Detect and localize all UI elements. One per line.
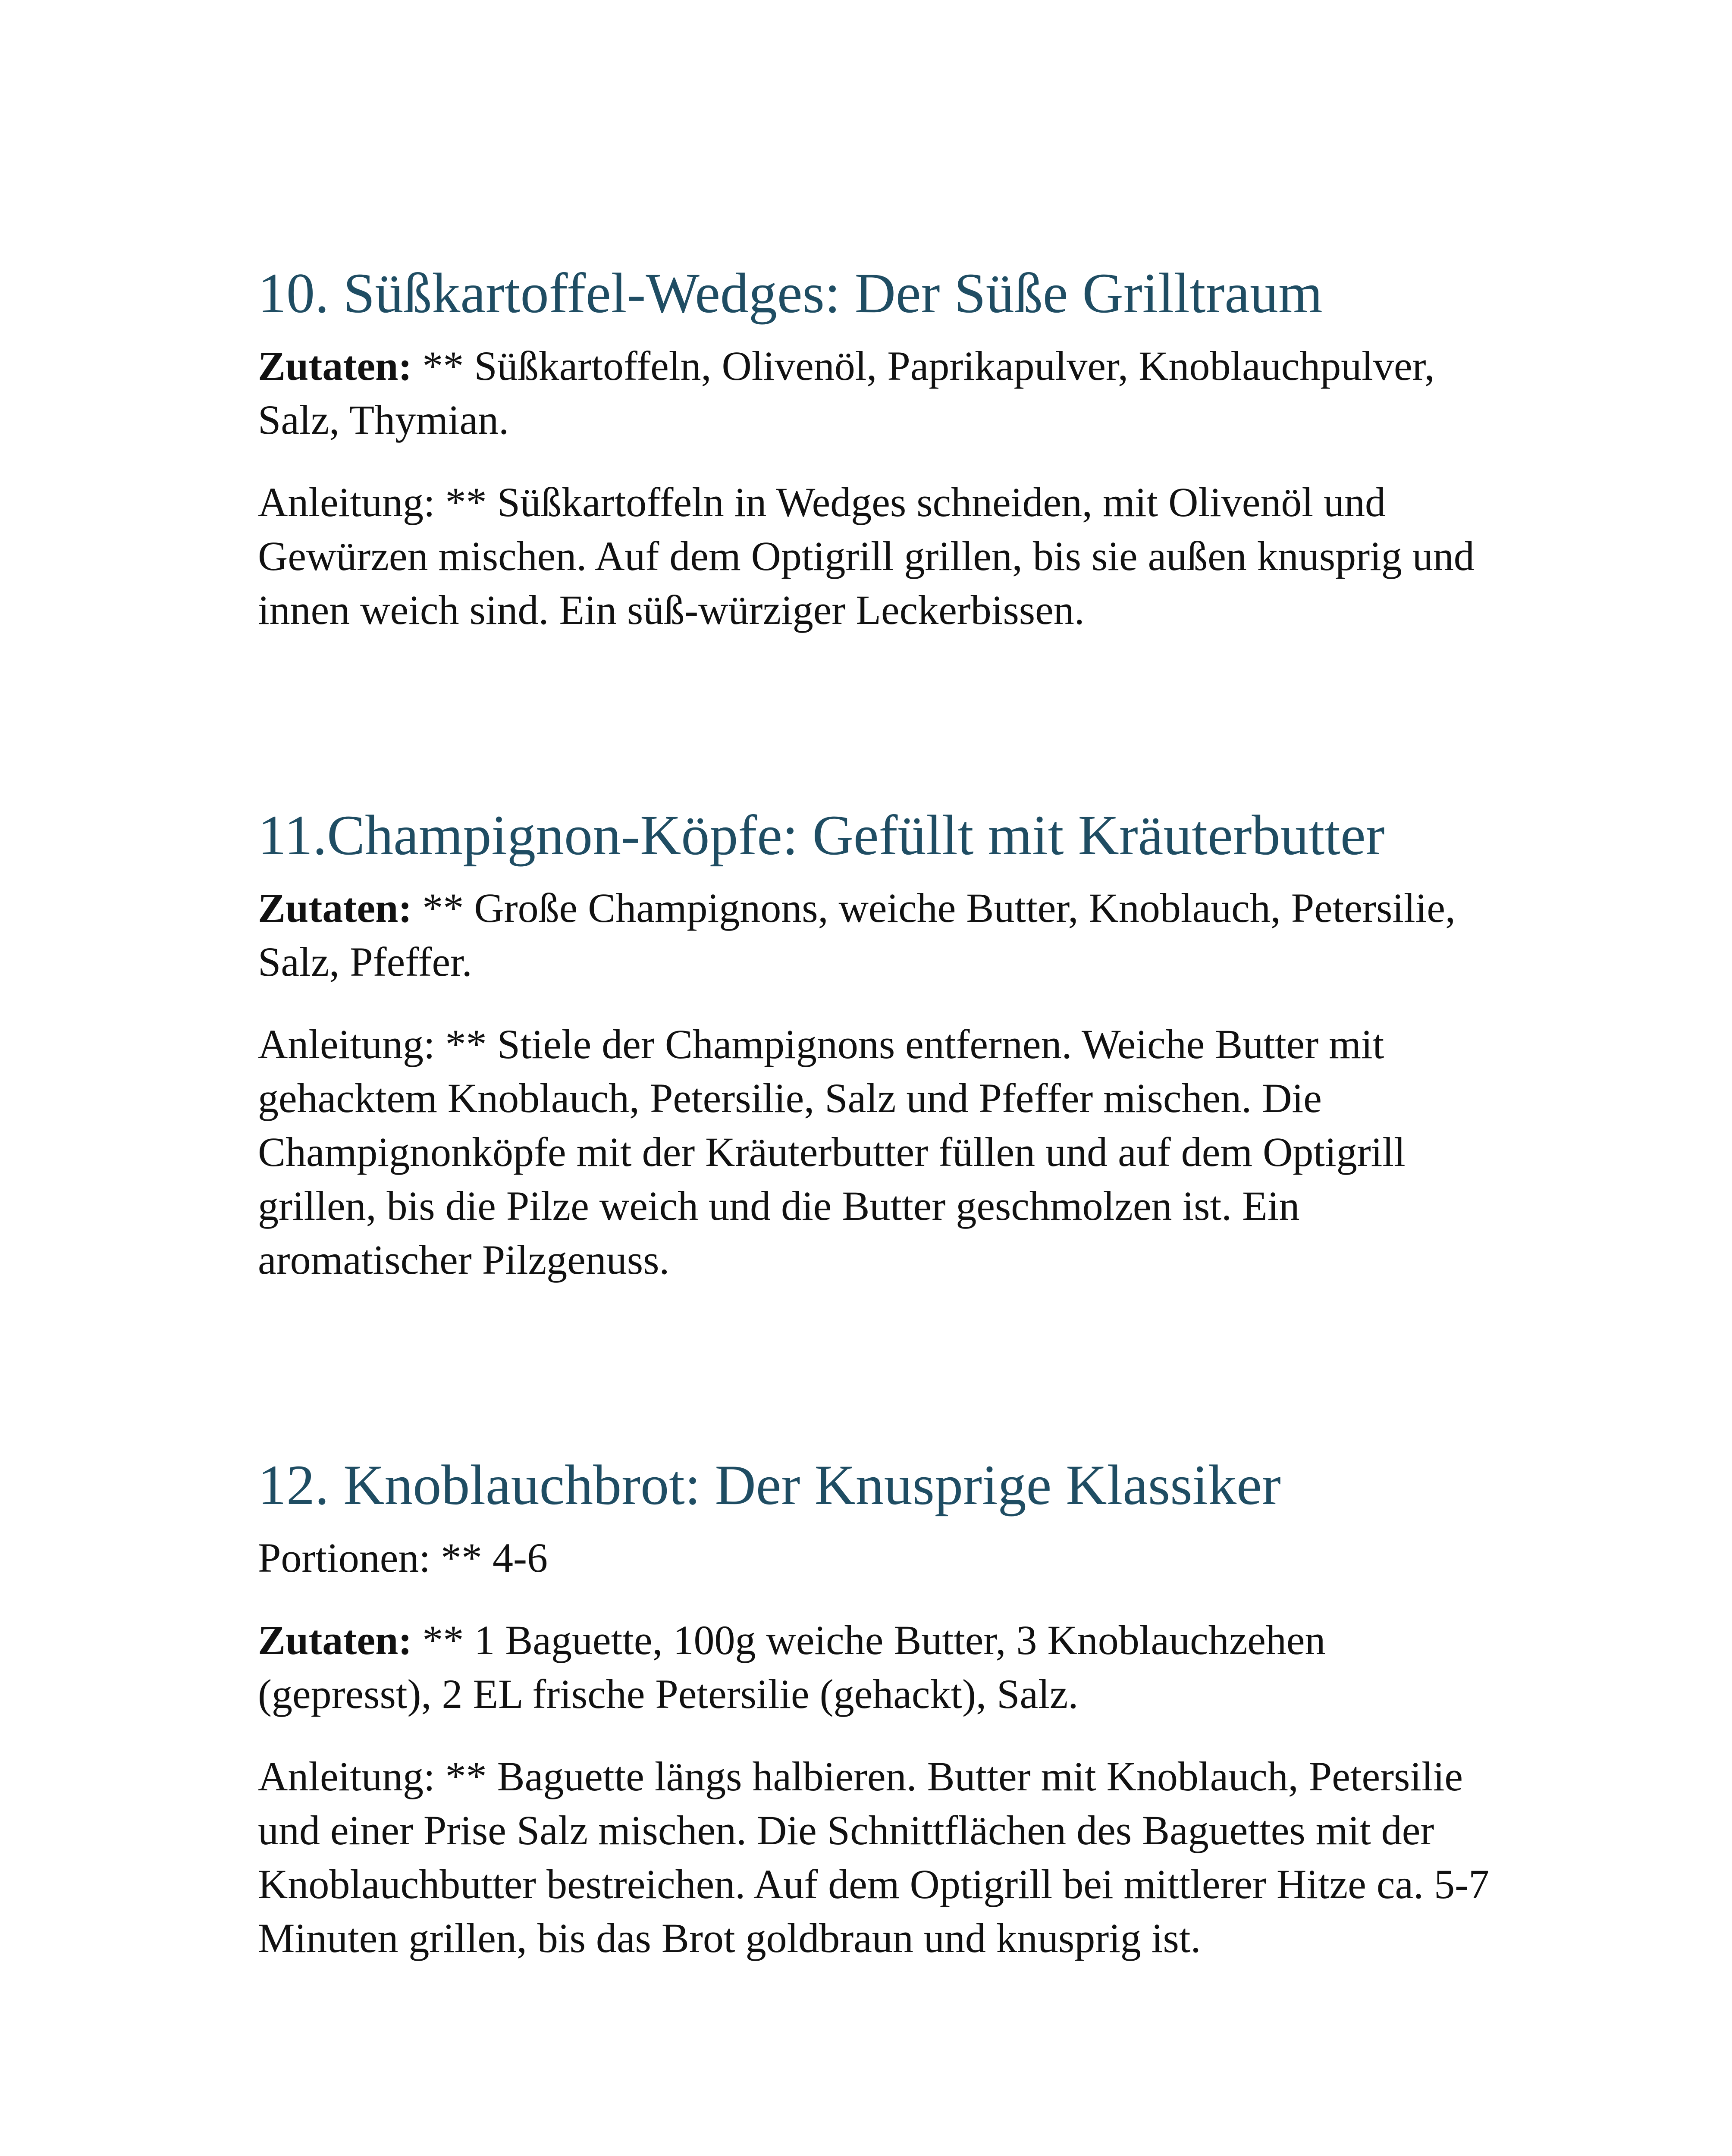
ingredients-text: ** Große Champignons, weiche Butter, Knoblauch, Petersilie, Salz, Pfeffer. <box>258 885 1456 985</box>
instructions-paragraph: Anleitung: ** Stiele der Champignons entfernen. Weiche Butter mit gehacktem Knoblauch, Petersilie, Salz und Pfeffer mischen. Die Champignonköpfe mit der Kräuterbutter füllen und auf dem Optigrill grillen, bis die Pilze weich und die Butter geschmolzen ist. Ein aromatischer Pilzgenuss. <box>258 1021 1406 1283</box>
ingredients-paragraph <box>258 881 1491 989</box>
ingredients-label: Zutaten: <box>258 343 412 389</box>
ingredients-text: ** Süßkartoffeln, Olivenöl, Paprikapulver, Knoblauchpulver, Salz, Thymian. <box>258 343 1435 443</box>
ingredients-label: Zutaten: <box>258 885 412 931</box>
instructions-paragraph: Anleitung: ** Süßkartoffeln in Wedges schneiden, mit Olivenöl und Gewürzen mischen. Auf dem Optigrill grillen, bis sie außen knusprig und innen weich sind. Ein süß-würziger Leckerbissen. <box>258 479 1475 633</box>
ingredients-paragraph <box>258 339 1491 447</box>
ingredients-label: Zutaten: <box>258 1617 412 1663</box>
recipe-title: 10. Süßkartoffel-Wedges: Der Süße Grilltraum <box>258 261 1323 325</box>
recipe-title: 11.Champignon-Köpfe: Gefüllt mit Kräuterbutter <box>258 803 1385 867</box>
servings-paragraph: Portionen: ** 4-6 <box>258 1535 548 1581</box>
instructions-paragraph: Anleitung: ** Baguette längs halbieren. Butter mit Knoblauch, Petersilie und einer Prise Salz mischen. Die Schnittflächen des Baguettes mit der Knoblauchbutter bestreichen. Auf dem Optigrill bei mittlerer Hitze ca. 5-7 Minuten grillen, bis das Brot goldbraun und knusprig ist. <box>258 1753 1490 1961</box>
page-content <box>258 259 1491 1993</box>
recipe-garlic-bread <box>258 1451 1491 1965</box>
recipe-stuffed-mushrooms <box>258 801 1491 1287</box>
recipe-title: 12. Knoblauchbrot: Der Knusprige Klassiker <box>258 1453 1281 1517</box>
ingredients-text: ** 1 Baguette, 100g weiche Butter, 3 Knoblauchzehen (gepresst), 2 EL frische Petersilie (gehackt), Salz. <box>258 1617 1326 1717</box>
ingredients-paragraph <box>258 1613 1491 1721</box>
recipe-sweet-potato-wedges <box>258 259 1491 637</box>
